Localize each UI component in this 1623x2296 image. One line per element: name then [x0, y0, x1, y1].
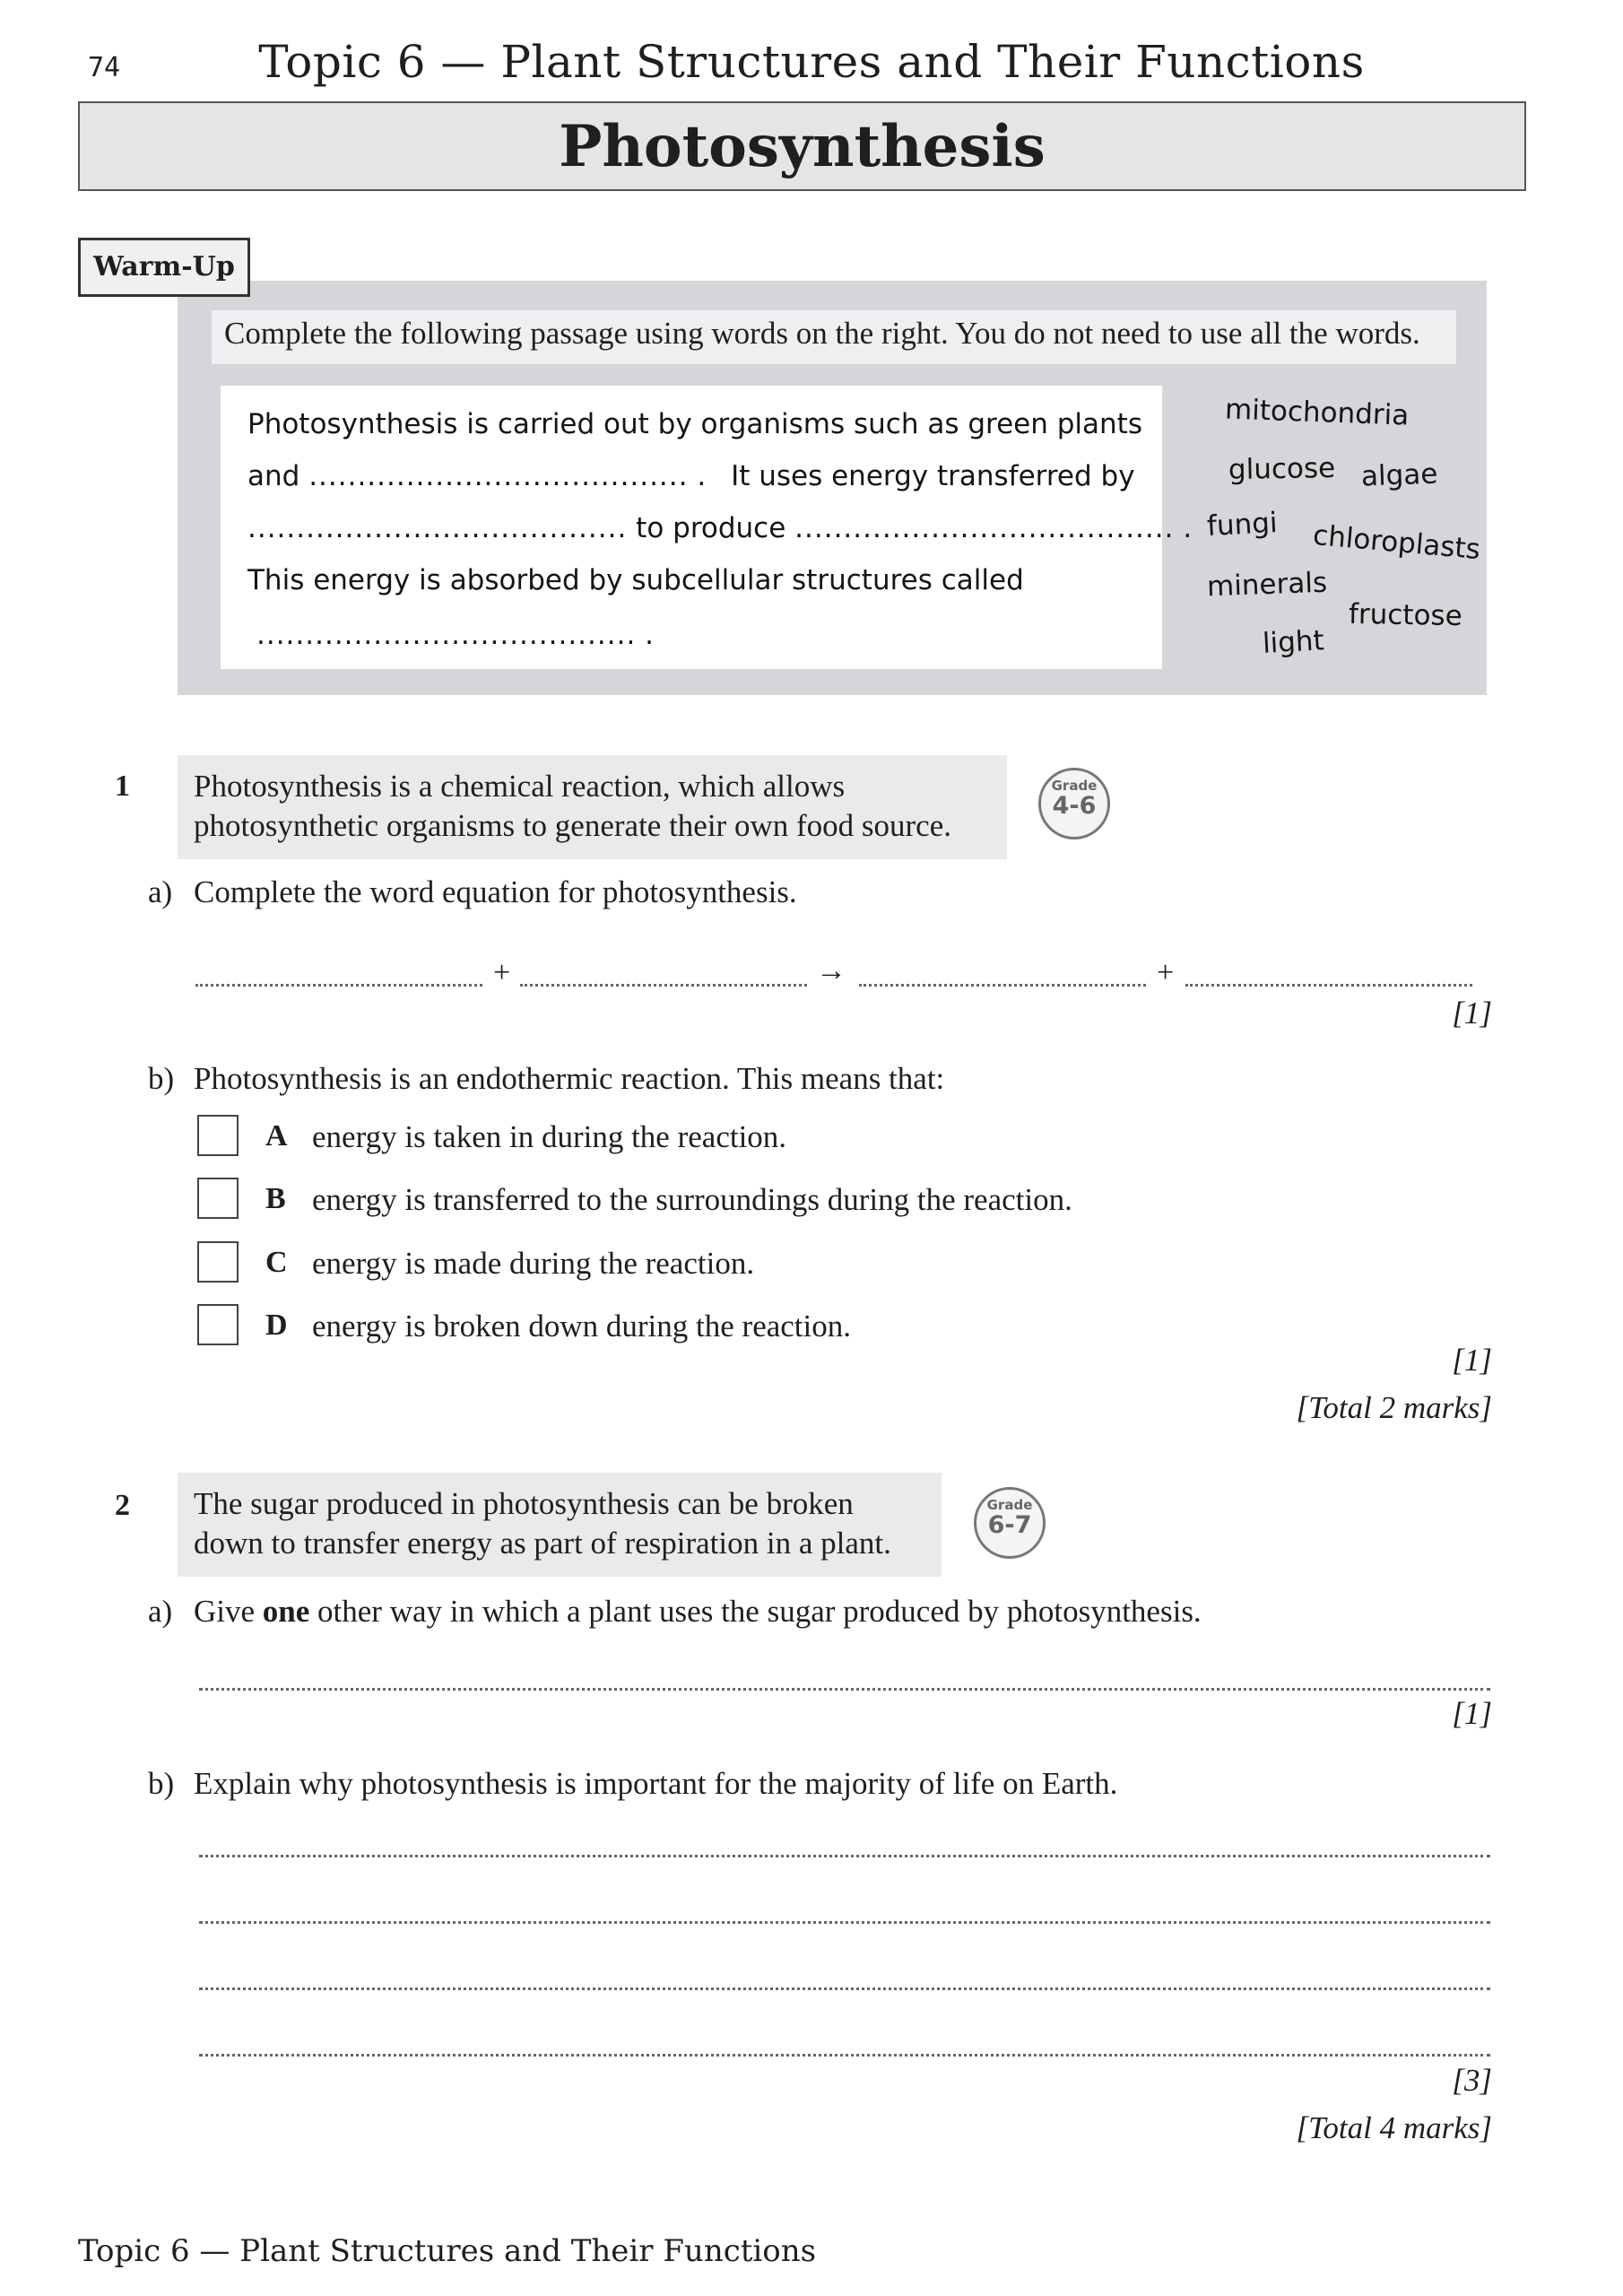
- word-bank-item: chloroplasts: [1311, 518, 1482, 567]
- passage-line-3: [247, 512, 1192, 544]
- part-label: a): [148, 874, 173, 909]
- word-bank-item: minerals: [1206, 566, 1328, 604]
- equation-blank-2[interactable]: [520, 984, 807, 987]
- question-intro-line: The sugar produced in photosynthesis can be broken: [194, 1486, 854, 1521]
- answer-line[interactable]: [199, 1855, 1490, 1857]
- part-label: b): [148, 1061, 175, 1096]
- option-text: energy is made during the reaction.: [312, 1246, 755, 1281]
- option-letter: A: [265, 1119, 288, 1152]
- option-b-checkbox[interactable]: [197, 1178, 239, 1219]
- question-number: 1: [115, 770, 130, 803]
- passage-line-4: This energy is absorbed by subcellular structures called: [247, 564, 1024, 596]
- question-text: Complete the word equation for photosynthesis.: [194, 874, 797, 909]
- answer-line[interactable]: [199, 2054, 1490, 2057]
- answer-line[interactable]: [199, 1987, 1490, 1990]
- mark-allocation: [1]: [1452, 1343, 1492, 1378]
- word-bank-item: mitochondria: [1224, 393, 1410, 432]
- mark-allocation: [1]: [1452, 1696, 1492, 1731]
- passage-period: .: [1183, 512, 1193, 544]
- grade-label: Grade: [1051, 778, 1098, 794]
- passage-blank-4[interactable]: .......................................: [256, 619, 637, 651]
- question-text-part: Give: [194, 1594, 256, 1629]
- equation-blank-3[interactable]: [859, 984, 1146, 987]
- word-bank-item: fungi: [1206, 506, 1279, 544]
- grade-value: 4-6: [1052, 792, 1097, 820]
- option-letter: D: [265, 1309, 288, 1342]
- grade-label: Grade: [986, 1497, 1033, 1513]
- question-text: Explain why photosynthesis is important for the majority of life on Earth.: [194, 1766, 1118, 1801]
- question-number: 2: [115, 1489, 130, 1522]
- question-text-emphasis: one: [262, 1594, 310, 1629]
- part-label: b): [148, 1766, 175, 1801]
- total-marks: [Total 4 marks]: [1296, 2110, 1492, 2145]
- question-intro-line: down to transfer energy as part of respiration in a plant.: [194, 1526, 891, 1561]
- word-bank-item: glucose: [1228, 451, 1336, 487]
- grade-value: 6-7: [987, 1511, 1032, 1539]
- passage-line-1: Photosynthesis is carried out by organisms such as green plants: [247, 408, 1142, 440]
- mark-allocation: [1]: [1452, 996, 1492, 1031]
- question-text: [194, 1594, 1202, 1630]
- page-title: Photosynthesis: [78, 101, 1526, 191]
- passage-period: .: [645, 619, 655, 651]
- question-intro-line: Photosynthesis is a chemical reaction, which allows: [194, 769, 846, 804]
- answer-line[interactable]: [199, 1921, 1490, 1924]
- passage-blank-2[interactable]: .......................................: [247, 512, 628, 544]
- passage-text: It uses energy transferred by: [731, 460, 1135, 492]
- warm-up-instruction: Complete the following passage using words on the right. You do not need to use all the words.: [224, 316, 1420, 351]
- passage-line-5: [256, 619, 654, 651]
- option-letter: C: [265, 1246, 288, 1279]
- equation-blank-4[interactable]: [1185, 984, 1472, 987]
- mark-allocation: [3]: [1452, 2063, 1492, 2098]
- word-bank-item: algae: [1360, 457, 1438, 493]
- option-d-checkbox[interactable]: [197, 1304, 239, 1345]
- option-text: energy is taken in during the reaction.: [312, 1119, 787, 1154]
- passage-period: .: [697, 460, 707, 492]
- page-footer: Topic 6 — Plant Structures and Their Functions: [78, 2233, 817, 2269]
- word-bank-item: fructose: [1348, 597, 1463, 633]
- part-label: a): [148, 1594, 173, 1629]
- option-letter: B: [265, 1182, 286, 1215]
- answer-line[interactable]: [199, 1688, 1490, 1691]
- topic-header: Topic 6 — Plant Structures and Their Functions: [258, 36, 1365, 88]
- option-a-checkbox[interactable]: [197, 1115, 239, 1156]
- equation-plus: +: [1157, 956, 1175, 989]
- option-text: energy is transferred to the surroundings during the reaction.: [312, 1182, 1072, 1217]
- question-text-part: other way in which a plant uses the sugar produced by photosynthesis.: [317, 1594, 1202, 1629]
- equation-plus: +: [493, 956, 511, 989]
- total-marks: [Total 2 marks]: [1296, 1390, 1492, 1425]
- passage-line-2: [247, 460, 1135, 492]
- passage-text: and: [247, 460, 300, 492]
- passage-blank-1[interactable]: .......................................: [308, 460, 689, 492]
- equation-blank-1[interactable]: [195, 984, 482, 987]
- equation-arrow: →: [816, 954, 846, 987]
- grade-badge: [1038, 768, 1110, 839]
- question-intro-line: photosynthetic organisms to generate their own food source.: [194, 808, 951, 843]
- passage-blank-3[interactable]: .......................................: [794, 512, 1175, 544]
- word-bank-item: light: [1262, 624, 1325, 660]
- question-text: Photosynthesis is an endothermic reaction. This means that:: [194, 1061, 945, 1096]
- passage-text: to produce: [636, 512, 786, 544]
- warm-up-badge: Warm-Up: [78, 238, 250, 297]
- option-c-checkbox[interactable]: [197, 1241, 239, 1283]
- page-number: 74: [88, 52, 121, 83]
- option-text: energy is broken down during the reaction.: [312, 1309, 851, 1344]
- grade-badge: [974, 1487, 1046, 1559]
